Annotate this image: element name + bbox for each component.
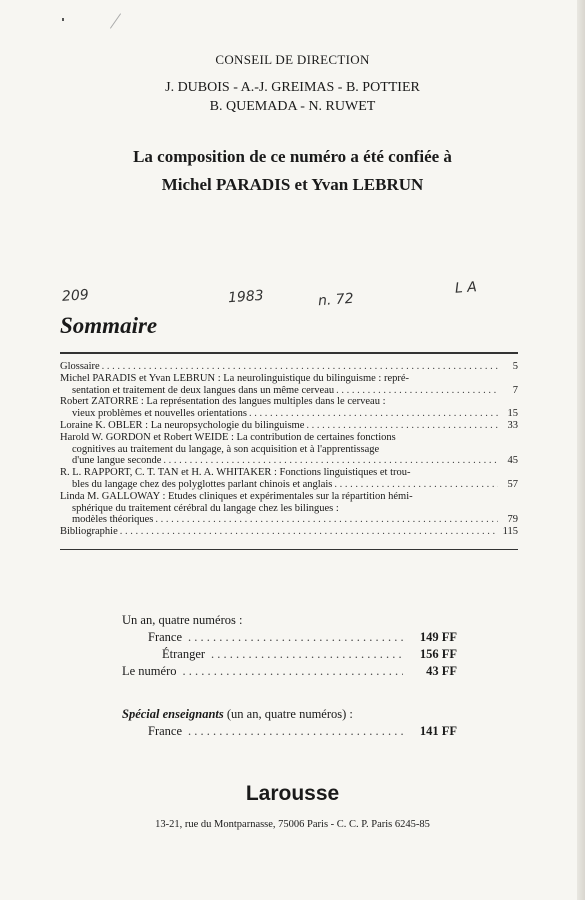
table-of-contents: [60, 361, 518, 538]
toc-line-final: [60, 514, 518, 526]
price-value: 156 FF: [419, 647, 457, 661]
price-row-etranger: [122, 646, 457, 663]
toc-entry: [60, 396, 518, 420]
publisher-address: 13-21, rue du Montparnasse, 75006 Paris - C. C. P. Paris 6245-85: [155, 819, 430, 830]
price-label: Le numéro: [122, 664, 177, 678]
handwritten-note: n. 72: [317, 290, 355, 310]
subscription-heading: Un an, quatre numéros :: [122, 613, 243, 627]
toc-text: modèles théoriques: [72, 514, 154, 526]
toc-page-number: 5: [512, 361, 518, 372]
toc-page-number: 7: [512, 384, 518, 396]
toc-entry: [60, 432, 518, 467]
toc-page-number: 33: [507, 419, 518, 431]
toc-page-number: 45: [507, 455, 518, 467]
toc-leader-dots: [163, 455, 498, 467]
toc-leader-dots: [155, 514, 498, 526]
toc-text: Glossaire: [60, 361, 100, 372]
toc-page-number: 15: [507, 408, 518, 420]
council-members-line-1: J. DUBOIS - A.-J. GREIMAS - B. POTTIER: [165, 80, 420, 95]
toc-line: Robert ZATORRE : La représentation des langues multiples dans le cerveau :: [60, 396, 386, 408]
toc-line-final: [60, 526, 518, 538]
toc-line: Michel PARADIS et Yvan LEBRUN : La neurolinguistique du bilinguisme : repré-: [60, 372, 410, 384]
toc-text: vieux problèmes et nouvelles orientations: [72, 408, 247, 420]
price-row-france: [122, 629, 457, 646]
page-edge: [577, 0, 585, 900]
toc-line: cognitives au traitement du langage, à son acquisition et à l'apprentissage: [72, 443, 380, 455]
special-heading-rest: (un an, quatre numéros) :: [223, 707, 353, 721]
price-value: 141 FF: [419, 724, 457, 738]
toc-line: R. L. RAPPORT, C. T. TAN et H. A. WHITAKER : Fonctions linguistiques et trou-: [60, 467, 411, 479]
special-heading-emphasis: Spécial enseignants: [122, 707, 224, 721]
publisher-name: Larousse: [245, 782, 340, 805]
composition-line-1: La composition de ce numéro a été confiée à: [133, 147, 452, 166]
price-label: France: [148, 630, 183, 644]
toc-line: Harold W. GORDON et Robert WEIDE : La contribution de certaines fonctions: [60, 431, 396, 443]
toc-leader-dots: [306, 420, 498, 432]
toc-leader-dots: [249, 408, 498, 420]
toc-line-final: [60, 479, 518, 491]
toc-leader-dots: [336, 385, 498, 397]
toc-line-final: [60, 385, 518, 397]
price-value: 43 FF: [426, 664, 457, 678]
toc-line-final: [60, 361, 518, 373]
subscription-prices: [122, 612, 457, 740]
toc-page-number: 79: [507, 514, 518, 526]
toc-page-number: 57: [507, 478, 518, 490]
handwritten-note: 209: [61, 287, 90, 305]
toc-entry: [60, 361, 518, 373]
toc-line-final: [60, 408, 518, 420]
toc-top-rule: [60, 352, 518, 354]
toc-leader-dots: [102, 361, 498, 373]
toc-text: d'une langue seconde: [72, 455, 162, 467]
handwritten-note: L A: [454, 279, 478, 297]
toc-text: bles du langage chez des polyglottes parlant chinois et anglais: [72, 478, 333, 490]
toc-entry: [60, 491, 518, 526]
scan-mark: [62, 18, 64, 21]
toc-page-number: 115: [502, 526, 518, 538]
toc-title: Sommaire: [60, 313, 158, 338]
toc-leader-dots: [120, 526, 498, 538]
toc-text: Bibliographie: [60, 526, 118, 538]
price-row-special-france: [122, 723, 457, 740]
toc-line: Linda M. GALLOWAY : Etudes cliniques et expérimentales sur la répartition hémi-: [60, 490, 413, 502]
council-members-line-2: B. QUEMADA - N. RUWET: [209, 99, 376, 114]
council-title: CONSEIL DE DIRECTION: [215, 52, 370, 67]
toc-bottom-rule: [60, 549, 518, 550]
toc-leader-dots: [334, 479, 498, 491]
composition-line-2: Michel PARADIS et Yvan LEBRUN: [161, 175, 424, 194]
toc-entry: [60, 373, 518, 397]
special-heading: [122, 706, 457, 723]
handwritten-note: 1983: [227, 287, 265, 307]
toc-entry: [60, 420, 518, 432]
price-label: France: [148, 724, 183, 738]
toc-text: Loraine K. OBLER : La neuropsychologie du bilinguisme: [60, 419, 305, 431]
toc-line: sphérique du traitement cérébral du langage chez les bilingues :: [72, 502, 339, 514]
toc-line-final: [60, 455, 518, 467]
toc-entry: [60, 467, 518, 491]
price-label: Étranger: [162, 647, 206, 661]
toc-entry: [60, 526, 518, 538]
price-value: 149 FF: [419, 630, 457, 644]
scan-mark: [110, 13, 121, 28]
toc-line-final: [60, 420, 518, 432]
price-row-numero: [122, 663, 457, 680]
toc-text: sentation et traitement de deux langues dans un même cerveau: [72, 384, 335, 396]
